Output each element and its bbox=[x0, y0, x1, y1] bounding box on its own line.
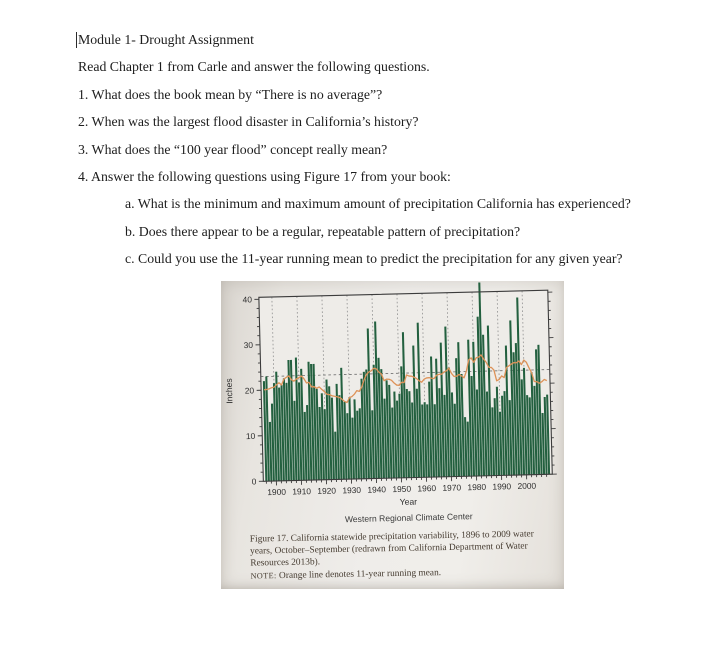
y-tick-label: 10 bbox=[245, 430, 256, 442]
x-tick-label: 1980 bbox=[467, 481, 487, 493]
x-tick-label: 1920 bbox=[317, 485, 337, 496]
text-line-q4a: a. What is the minimum and maximum amount of precipitation California has experienced? bbox=[125, 196, 631, 212]
y-tick-label: 30 bbox=[243, 339, 254, 351]
figure-note-label: NOTE: bbox=[250, 571, 277, 582]
x-tick-label: 1930 bbox=[342, 484, 362, 496]
figure-plot-group bbox=[222, 281, 558, 527]
x-tick-label: 1990 bbox=[492, 481, 512, 492]
x-tick-label: 1960 bbox=[417, 483, 437, 494]
chart-source: Western Regional Climate Center bbox=[344, 511, 473, 525]
text-line-q4b: b. Does there appear to be a regular, repeatable pattern of precipitation? bbox=[125, 223, 521, 239]
figure-caption-block bbox=[250, 529, 551, 584]
y-tick-label: 0 bbox=[251, 476, 257, 487]
text-line-q1: 1. What does the book mean by “There is no average”? bbox=[78, 86, 383, 102]
y-tick-label: 20 bbox=[244, 385, 255, 396]
figure-photo-content bbox=[218, 278, 567, 592]
text-line-intro: Read Chapter 1 from Carle and answer the following questions. bbox=[78, 59, 430, 75]
figure-caption: Figure 17. California statewide precipitation variability, 1896 to 2009 water years, October–September (redrawn from California Department of Water Resources 2013b). bbox=[249, 529, 534, 569]
text-line-q4: 4. Answer the following questions using Figure 17 from your book: bbox=[78, 169, 451, 185]
figure-note-text: Orange line denotes 11-year running mean. bbox=[276, 568, 442, 582]
x-tick-label: 2000 bbox=[517, 480, 537, 492]
text-line-q2: 2. When was the largest flood disaster in California’s history? bbox=[78, 114, 419, 130]
text-line-title: Module 1- Drought Assignment bbox=[78, 32, 254, 47]
figure-photo[interactable] bbox=[221, 281, 564, 589]
x-tick-label: 1970 bbox=[442, 482, 462, 493]
x-axis-title: Year bbox=[399, 496, 418, 507]
x-tick-label: 1910 bbox=[292, 486, 312, 497]
x-tick-label: 1900 bbox=[267, 486, 287, 498]
x-tick-label: 1950 bbox=[392, 483, 412, 495]
x-tick-label: 1940 bbox=[367, 484, 387, 495]
text-caret bbox=[76, 32, 77, 48]
text-line-q3: 3. What does the “100 year flood” concept really mean? bbox=[78, 141, 388, 157]
y-tick-label: 40 bbox=[242, 294, 253, 305]
y-axis-title: Inches bbox=[223, 378, 235, 404]
document-text[interactable] bbox=[78, 26, 678, 273]
text-line-q4c: c. Could you use the 11-year running mean to predict the precipitation for any given year? bbox=[125, 251, 623, 267]
